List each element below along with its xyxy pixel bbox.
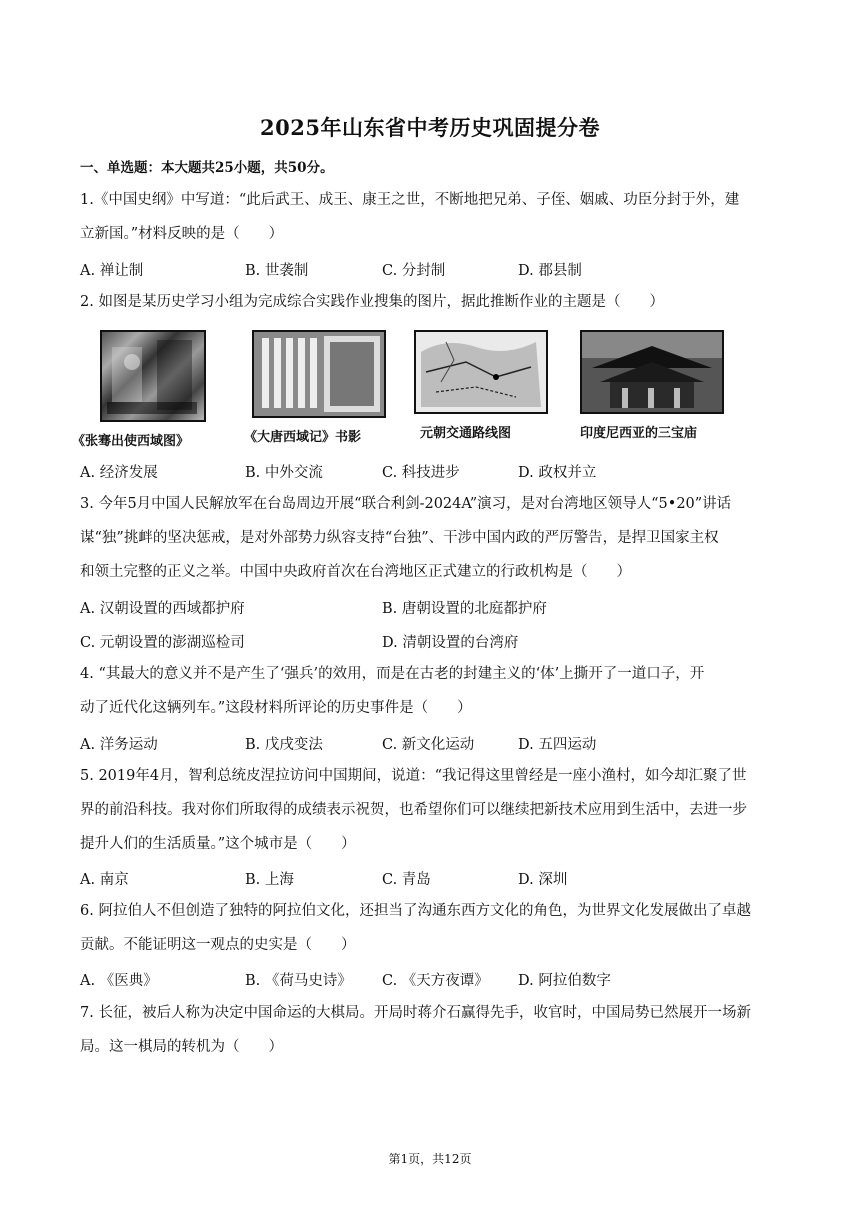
question-line: 局。这一棋局的转机为（ ） — [80, 1039, 283, 1055]
option-b: B. 唐朝设置的北庭都护府 — [382, 601, 547, 617]
section-heading: 一、单选题：本大题共25小题，共50分。 — [80, 160, 334, 176]
figure-caption: 印度尼西亚的三宝庙 — [580, 426, 698, 441]
figure-datang-book — [244, 330, 386, 445]
question-line: 动了近代化这辆列车。”这段材料所评论的历史事件是（ ） — [80, 700, 472, 716]
option-a: A. 汉朝设置的西域都护府 — [80, 601, 245, 617]
question-line: 立新国。”材料反映的是（ ） — [80, 226, 284, 242]
figure-row — [72, 330, 780, 449]
option-c: C. 科技进步 — [382, 465, 460, 481]
option-d: D. 清朝设置的台湾府 — [382, 635, 519, 651]
question-line: 5. 2019年4月，智利总统皮涅拉访问中国期间，说道：“我记得这里曾经是一座小渔村，如今却汇聚了世 — [80, 768, 747, 784]
question-line: 4. “其最大的意义并不是产生了‘强兵’的效用，而是在古老的封建主义的‘体’上撕开了一道口子，开 — [80, 666, 705, 682]
question-line: 贡献。不能证明这一观点的史实是（ ） — [80, 937, 356, 953]
datang-book-image — [252, 330, 386, 418]
option-c: C. 元朝设置的澎湖巡检司 — [80, 635, 245, 651]
option-d: D. 五四运动 — [518, 737, 597, 753]
question-line: 和领土完整的正义之举。中国中央政府首次在台湾地区正式建立的行政机构是（ ） — [80, 564, 631, 580]
sanbao-temple-image — [580, 330, 724, 414]
question-line: 提升人们的生活质量。”这个城市是（ ） — [80, 836, 356, 852]
question-line: 3. 今年5月中国人民解放军在台岛周边开展“联合利剑-2024A”演习，是对台湾地区领导人“5•20”讲话 — [80, 496, 732, 512]
question-2 — [80, 285, 780, 319]
question-line: 1.《中国史纲》中写道：“此后武王、成王、康王之世，不断地把兄弟、子侄、姻戚、功臣分封于外，建 — [80, 192, 740, 208]
option-b: B. 上海 — [245, 872, 294, 888]
option-c: C. 分封制 — [382, 263, 446, 279]
option-c: C. 青岛 — [382, 872, 431, 888]
option-a: A. 洋务运动 — [80, 737, 158, 753]
option-a: A. 经济发展 — [80, 465, 158, 481]
question-1 — [80, 183, 780, 251]
option-a: A. 禅让制 — [80, 263, 144, 279]
option-d: D. 阿拉伯数字 — [518, 973, 611, 989]
zhangqian-mural-image — [100, 330, 206, 422]
question-line: 谋“独”挑衅的坚决惩戒，是对外部势力纵容支持“台独”、干涉中国内政的严厉警告，是捍卫国家主权 — [80, 530, 719, 546]
exam-title: 2025年山东省中考历史巩固提分卷 — [260, 115, 600, 140]
figure-zhangqian — [72, 330, 206, 449]
question-4 — [80, 657, 780, 725]
option-a: A. 南京 — [80, 872, 129, 888]
option-d: D. 深圳 — [518, 872, 568, 888]
figure-caption: 《张骞出使西域图》 — [72, 434, 190, 449]
yuan-map-image — [414, 330, 548, 414]
figure-caption: 《大唐西域记》书影 — [244, 430, 362, 445]
figure-sanbao-temple — [580, 330, 724, 441]
question-5 — [80, 759, 780, 861]
option-b: B. 世袭制 — [245, 263, 309, 279]
option-c: C. 新文化运动 — [382, 737, 475, 753]
option-b: B. 中外交流 — [245, 465, 323, 481]
option-d: D. 政权并立 — [518, 465, 597, 481]
option-b: B. 《荷马史诗》 — [245, 973, 352, 989]
question-line: 6. 阿拉伯人不但创造了独特的阿拉伯文化，还担当了沟通东西方文化的角色，为世界文化发展做出了卓越 — [80, 903, 751, 919]
question-line: 界的前沿科技。我对你们所取得的成绩表示祝贺，也希望你们可以继续把新技术应用到生活中，去进一步 — [80, 802, 747, 818]
option-c: C. 《天方夜谭》 — [382, 973, 489, 989]
question-3 — [80, 487, 780, 589]
question-line: 7. 长征，被后人称为决定中国命运的大棋局。开局时蒋介石赢得先手，收官时，中国局势已然展开一场新 — [80, 1005, 751, 1021]
option-a: A. 《医典》 — [80, 973, 158, 989]
figure-yuan-map — [414, 330, 548, 441]
option-b: B. 戊戌变法 — [245, 737, 323, 753]
question-6 — [80, 894, 780, 962]
option-d: D. 郡县制 — [518, 263, 582, 279]
page-footer: 第1页，共12页 — [388, 1152, 472, 1166]
question-7 — [80, 996, 780, 1064]
question-line: 2. 如图是某历史学习小组为完成综合实践作业搜集的图片，据此推断作业的主题是（ ） — [80, 294, 664, 310]
figure-caption: 元朝交通路线图 — [420, 426, 512, 441]
